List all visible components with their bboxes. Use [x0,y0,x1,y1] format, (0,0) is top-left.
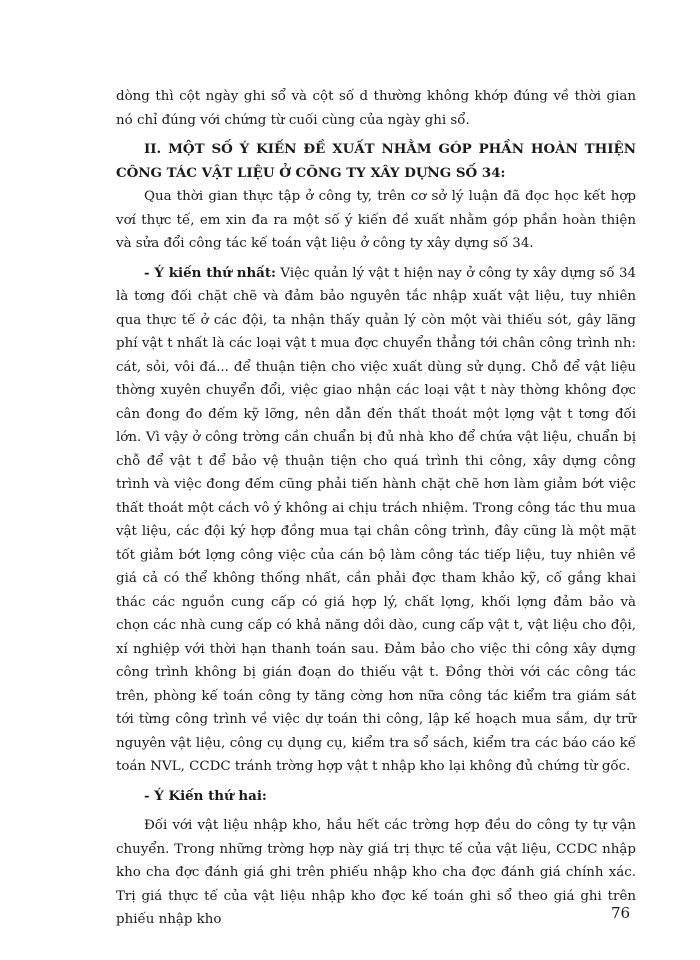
opinion-1-paragraph [116,262,636,779]
page-number: 76 [611,904,631,922]
intro-paragraph: dòng thì cột ngày ghi sổ và cột số d thường không khớp đúng về thời gian nó chỉ đúng với chứng từ cuối cùng của ngày ghi sổ. [116,89,636,128]
body-text [116,85,636,932]
opinion-1-text: Việc quản lý vật t hiện nay ở công ty xây dựng số 34 là tơng đối chặt chẽ và đảm bảo nguyên tắc nhập xuất vật liệu, tuy nhiên qua thực tế ở các đội, ta nhận thấy quản lý còn một vài thiếu sót, gây lãng phí vật t nhất là các loại vật t mua đợc chuyển thẳng tới chân công trình nh: cát, sỏi, vôi đá... để thuận tiện cho việc xuất dùng sử dụng. Chỗ để vật liệu thờng xuyên chuyển đổi, việc giao nhận các loại vật t này thờng không đợc cân đong đo đếm kỹ lỡng, nên dẫn đến thất thoát một lợng vật t tơng đối lớn. Vì vậy ở công trờng cần chuẩn bị đủ nhà kho để chứa vật liệu, chuẩn bị chỗ để vật t để bảo vệ thuận tiện cho quá trình thi công, xây dựng công trình và việc đong đếm cũng phải tiến hành chặt chẽ hơn làm giảm bớt việc thất thoát một cách vô ý không ai chịu trách nhiệm. Trong công tác thu mua vật liệu, các đội ký hợp đồng mua tại chân công trình, đây cũng là một mặt tốt giảm bớt lợng công việc của cán bộ làm công tác tiếp liệu, tuy nhiên về giá cả có thể không thống nhất, cần phải đợc tham khảo kỹ, cố gắng khai thác các nguồn cung cấp có giá hợp lý, chất lợng, khối lợng đảm bảo và chọn các nhà cung cấp có khả năng dồi dào, cung cấp vật t, vật liệu cho đội, xí nghiệp với thời hạn thanh toán sau. Đảm bảo cho việc thi công xây dựng công trình không bị gián đoạn do thiếu vật t. Đồng thời với các công tác trên, phòng kế toán công ty tăng cờng hơn nữa công tác kiểm tra giám sát tới từng công trình về việc dự toán thi công, lập kế hoạch mua sắm, dự trữ nguyên vật liệu, công cụ dụng cụ, kiểm tra sổ sách, kiểm tra các báo cáo kế toán NVL, CCDC tránh trờng hợp vật t nhập kho lại không đủ chứng từ gốc. [116,265,636,774]
opinion-2-paragraph: Đối với vật liệu nhập kho, hầu hết các trờng hợp đều do công ty tự vận chuyển. Trong những trờng hợp này giá trị thực tế của vật liệu, CCDC nhập kho cha đợc đánh giá ghi trên phiếu nhập kho cha đợc đánh giá chính xác. Trị giá thực tế của vật liệu nhập kho đợc kế toán ghi sổ theo giá ghi trên phiếu nhập kho [116,818,636,927]
opinion-2-label: - Ý Kiến thứ hai: [144,787,267,804]
opinion-1-label: - Ý kiến thứ nhất: [144,264,276,281]
section-intro-paragraph: Qua thời gian thực tập ở công ty, trên cơ sở lý luận đã đọc học kết hợp vơí thực tế, em xin đa ra một số ý kiến đề xuất nhằm góp phần hoàn thiện và sửa đổi công tác kế toán vật liệu ở công ty xây dựng số 34. [116,189,636,251]
section-heading: II. MỘT SỐ Ý KIẾN ĐỀ XUẤT NHẰM GÓP PHẦN HOÀN THIỆN CÔNG TÁC VẬT LIỆU Ở CÔNG TY XÂY DỰNG SỐ 34: [116,141,636,181]
